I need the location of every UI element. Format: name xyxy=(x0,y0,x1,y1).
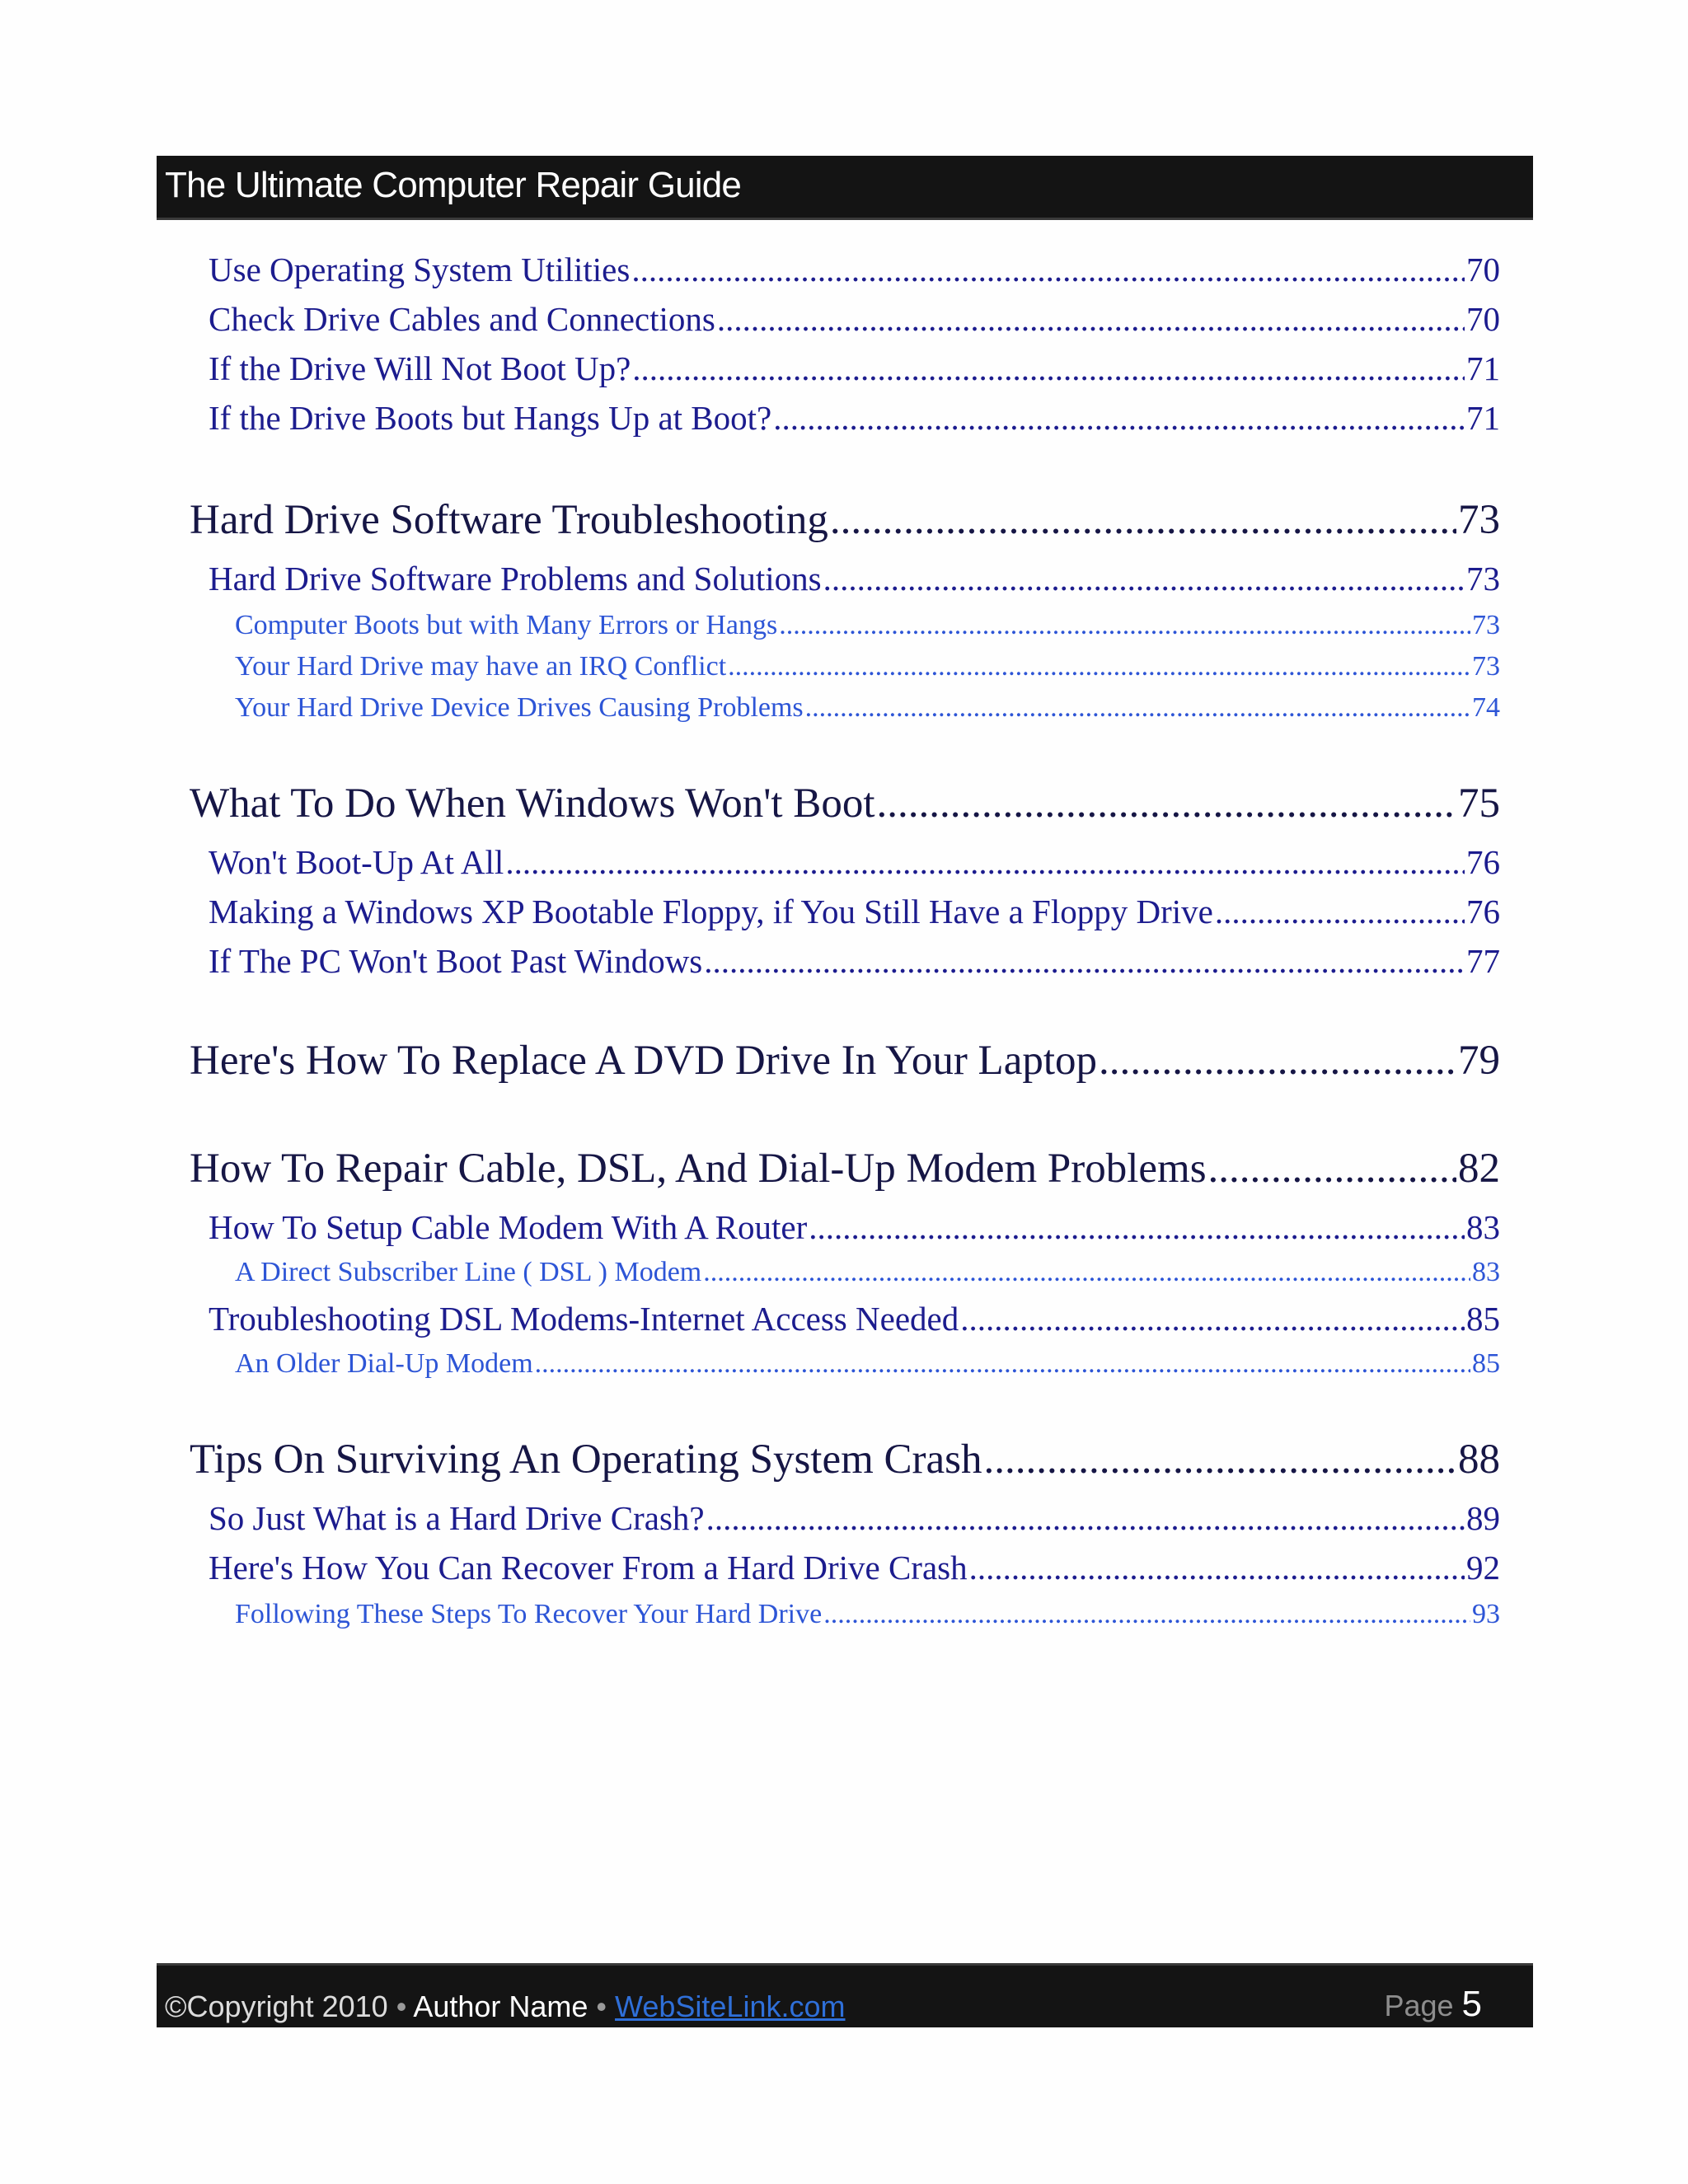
toc-subentry[interactable] xyxy=(235,692,1500,727)
toc-entry-title: How To Repair Cable, DSL, And Dial-Up Modem Problems xyxy=(190,1146,1207,1192)
document-title: The Ultimate Computer Repair Guide xyxy=(165,165,742,205)
toc-entry-page: 83 xyxy=(1472,1257,1500,1287)
toc-entry-title: Here's How To Replace A DVD Drive In Your Laptop xyxy=(190,1038,1098,1084)
toc-entry-page: 76 xyxy=(1466,843,1500,881)
toc-leader-dots xyxy=(823,1599,1470,1630)
page-header xyxy=(157,156,1533,220)
footer-credits xyxy=(165,1989,846,2025)
toc-entry[interactable] xyxy=(209,1548,1500,1589)
toc-entry-title: So Just What is a Hard Drive Crash? xyxy=(209,1499,705,1537)
footer-separator: • xyxy=(588,1990,616,2023)
toc-entry-page: 71 xyxy=(1466,349,1500,387)
toc-subentry[interactable] xyxy=(235,1599,1500,1633)
toc-entry-title: Computer Boots but with Many Errors or Hangs xyxy=(235,610,778,640)
toc-leader-dots xyxy=(773,398,1465,438)
toc-leader-dots xyxy=(535,1348,1470,1380)
toc-entry[interactable] xyxy=(209,1498,1500,1540)
toc-leader-dots xyxy=(984,1436,1456,1483)
toc-entry-title: Your Hard Drive may have an IRQ Conflict xyxy=(235,651,727,682)
toc-subentry[interactable] xyxy=(235,651,1500,686)
toc-entry[interactable] xyxy=(209,1299,1500,1340)
toc-entry-title: Your Hard Drive Device Drives Causing Problems xyxy=(235,692,804,723)
toc-entry-title: If the Drive Boots but Hangs Up at Boot? xyxy=(209,399,772,437)
toc-entry-title: Won't Boot-Up At All xyxy=(209,843,504,881)
toc-entry-page: 70 xyxy=(1466,251,1500,288)
toc-leader-dots xyxy=(1215,892,1465,931)
toc-entry-title: What To Do When Windows Won't Boot xyxy=(190,780,875,827)
toc-entry-page: 77 xyxy=(1466,942,1500,980)
toc-entry-title: How To Setup Cable Modem With A Router xyxy=(209,1208,808,1246)
author-name: Author Name xyxy=(413,1990,588,2023)
toc-entry-page: 76 xyxy=(1466,893,1500,930)
toc-entry-title: An Older Dial-Up Modem xyxy=(235,1348,533,1379)
toc-entry-title: Here's How You Can Recover From a Hard Drive Crash xyxy=(209,1549,968,1586)
toc-leader-dots xyxy=(728,651,1470,682)
toc-leader-dots xyxy=(706,1498,1465,1538)
toc-chapter-entry[interactable] xyxy=(190,1037,1500,1090)
toc-entry-page: 93 xyxy=(1472,1599,1500,1629)
toc-leader-dots xyxy=(631,250,1465,289)
toc-leader-dots xyxy=(505,842,1465,882)
toc-entry[interactable] xyxy=(209,842,1500,883)
toc-leader-dots xyxy=(632,349,1465,388)
toc-entry-title: Check Drive Cables and Connections xyxy=(209,300,715,338)
toc-entry-page: 75 xyxy=(1458,780,1500,827)
toc-entry[interactable] xyxy=(209,299,1500,340)
toc-leader-dots xyxy=(969,1548,1465,1587)
toc-entry-title: Use Operating System Utilities xyxy=(209,251,631,288)
toc-leader-dots xyxy=(703,1257,1470,1288)
toc-entry[interactable] xyxy=(209,892,1500,933)
toc-subentry[interactable] xyxy=(235,610,1500,644)
footer-separator: • xyxy=(387,1990,414,2023)
toc-chapter-entry[interactable] xyxy=(190,1436,1500,1488)
toc-leader-dots xyxy=(717,299,1465,339)
page-footer xyxy=(157,1963,1533,2027)
toc-entry-page: 92 xyxy=(1466,1549,1500,1586)
toc-entry-page: 73 xyxy=(1458,497,1500,543)
toc-entry-title: Troubleshooting DSL Modems-Internet Access Needed xyxy=(209,1300,959,1338)
toc-entry-title: Hard Drive Software Problems and Solutions xyxy=(209,560,822,598)
toc-entry-title: If The PC Won't Boot Past Windows xyxy=(209,942,703,980)
toc-entry-title: A Direct Subscriber Line ( DSL ) Modem xyxy=(235,1257,702,1287)
toc-leader-dots xyxy=(704,941,1465,981)
toc-entry-title: Following These Steps To Recover Your Hard Drive xyxy=(235,1599,823,1629)
toc-entry[interactable] xyxy=(209,559,1500,600)
page-number-value: 5 xyxy=(1461,1984,1482,2024)
toc-entry[interactable] xyxy=(209,250,1500,291)
toc-entry-page: 73 xyxy=(1466,560,1500,598)
toc-leader-dots xyxy=(1099,1037,1456,1085)
toc-leader-dots xyxy=(830,496,1456,544)
toc-entry-page: 73 xyxy=(1472,610,1500,640)
page-number xyxy=(1384,1984,1482,2025)
toc-leader-dots xyxy=(877,780,1457,827)
toc-leader-dots xyxy=(809,1207,1465,1247)
toc-entry-page: 71 xyxy=(1466,399,1500,437)
toc-entry[interactable] xyxy=(209,349,1500,390)
toc-entry-page: 83 xyxy=(1466,1208,1500,1246)
toc-leader-dots xyxy=(960,1299,1465,1338)
toc-subentry[interactable] xyxy=(235,1257,1500,1291)
toc-entry-title: Tips On Surviving An Operating System Crash xyxy=(190,1436,982,1483)
toc-entry-title: If the Drive Will Not Boot Up? xyxy=(209,349,631,387)
toc-entry[interactable] xyxy=(209,398,1500,439)
toc-chapter-entry[interactable] xyxy=(190,780,1500,832)
toc-entry-page: 85 xyxy=(1472,1348,1500,1379)
toc-chapter-entry[interactable] xyxy=(190,496,1500,549)
toc-subentry[interactable] xyxy=(235,1348,1500,1383)
toc-leader-dots xyxy=(779,610,1470,641)
toc-entry-page: 74 xyxy=(1472,692,1500,723)
toc-entry-title: Hard Drive Software Troubleshooting xyxy=(190,497,828,543)
toc-entry[interactable] xyxy=(209,941,1500,982)
toc-entry-page: 79 xyxy=(1458,1038,1500,1084)
website-link[interactable]: WebSiteLink.com xyxy=(615,1990,846,2023)
toc-entry-page: 70 xyxy=(1466,300,1500,338)
toc-entry[interactable] xyxy=(209,1207,1500,1249)
toc-entry-title: Making a Windows XP Bootable Floppy, if You Still Have a Floppy Drive xyxy=(209,893,1213,930)
toc-entry-page: 73 xyxy=(1472,651,1500,682)
page-label: Page xyxy=(1384,1989,1462,2022)
toc-leader-dots xyxy=(1208,1145,1456,1193)
toc-entry-page: 85 xyxy=(1466,1300,1500,1338)
toc-entry-page: 89 xyxy=(1466,1499,1500,1537)
copyright-text: ©Copyright 2010 xyxy=(165,1990,388,2023)
toc-leader-dots xyxy=(823,559,1465,598)
toc-entry-page: 88 xyxy=(1458,1436,1500,1483)
toc-chapter-entry[interactable] xyxy=(190,1145,1500,1197)
toc-entry-page: 82 xyxy=(1458,1146,1500,1192)
toc-leader-dots xyxy=(805,692,1470,724)
